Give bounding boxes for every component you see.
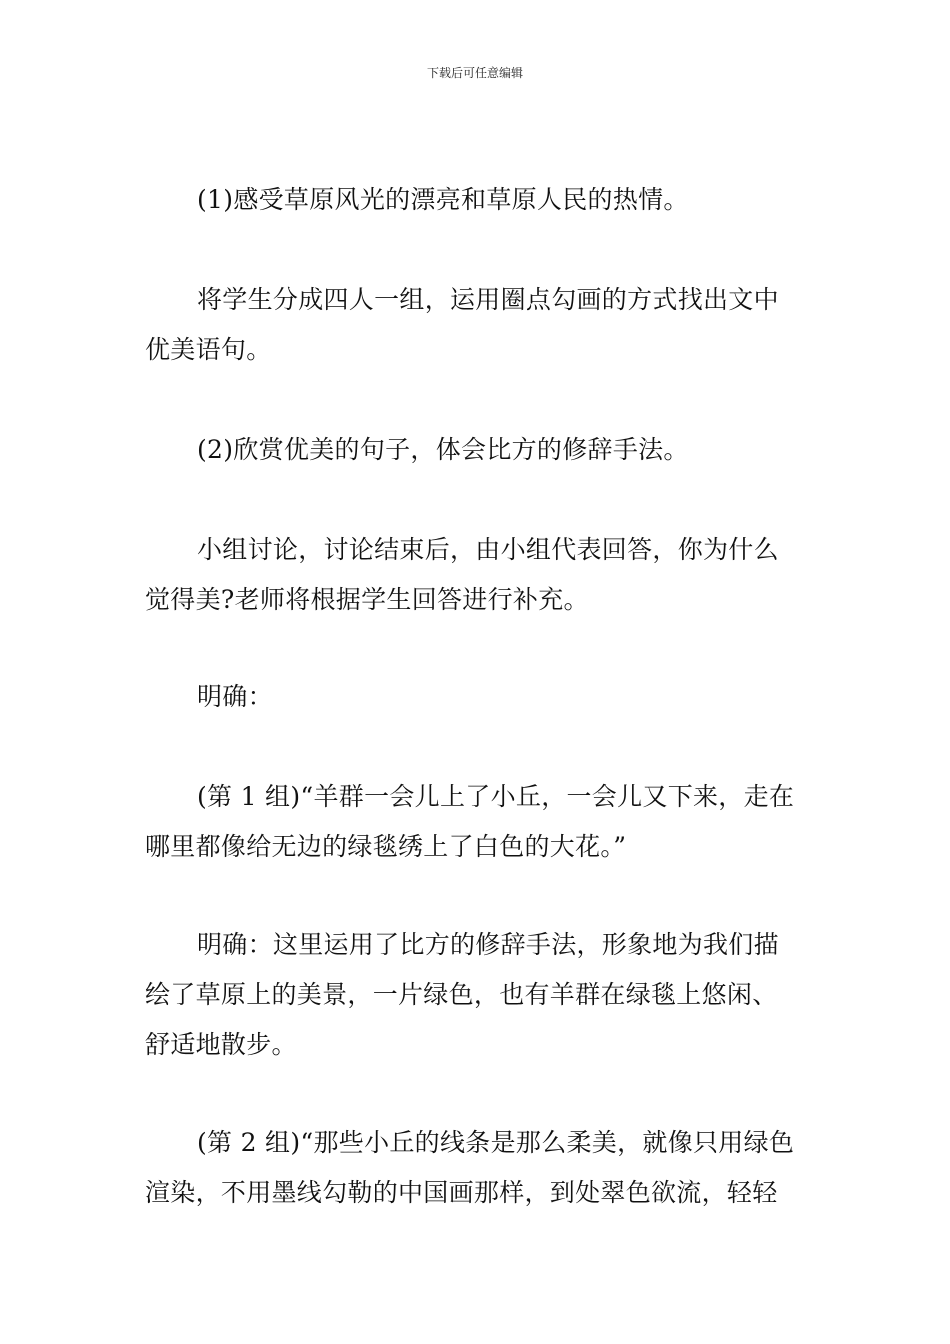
paragraph-group-1-quote	[145, 772, 807, 872]
text-line: 优美语句。	[145, 335, 272, 364]
text-line: (第 1 组)“羊群一会儿上了小丘，一会儿又下来，走在	[197, 782, 795, 811]
text-line: 渲染，不用墨线勾勒的中国画那样，到处翠色欲流，轻轻	[145, 1178, 778, 1207]
text-line: 明确：	[197, 682, 273, 711]
paragraph-group-instructions	[145, 275, 807, 375]
text-line: 小组讨论，讨论结束后，由小组代表回答，你为什么	[197, 535, 779, 564]
text-line: 将学生分成四人一组，运用圈点勾画的方式找出文中	[197, 285, 779, 314]
text-line: (第 2 组)“那些小丘的线条是那么柔美，就像只用绿色	[197, 1128, 795, 1157]
text-line: (1)感受草原风光的漂亮和草原人民的热情。	[197, 185, 689, 214]
paragraph-objective-1	[145, 175, 807, 225]
paragraph-clarify-label	[145, 672, 807, 722]
text-line: 舒适地散步。	[145, 1030, 297, 1059]
text-line: 明确：这里运用了比方的修辞手法，形象地为我们描	[197, 930, 779, 959]
paragraph-objective-2	[145, 425, 807, 475]
text-line: 觉得美?老师将根据学生回答进行补充。	[145, 585, 589, 614]
paragraph-group-2-quote	[145, 1118, 807, 1218]
paragraph-group-1-clarify	[145, 920, 807, 1070]
text-line: 绘了草原上的美景，一片绿色，也有羊群在绿毯上悠闲、	[145, 980, 778, 1009]
text-line: 哪里都像给无边的绿毯绣上了白色的大花。”	[145, 832, 627, 861]
text-line: (2)欣赏优美的句子，体会比方的修辞手法。	[197, 435, 689, 464]
page-header: 下载后可任意编辑	[426, 66, 523, 80]
paragraph-discussion	[145, 525, 807, 625]
